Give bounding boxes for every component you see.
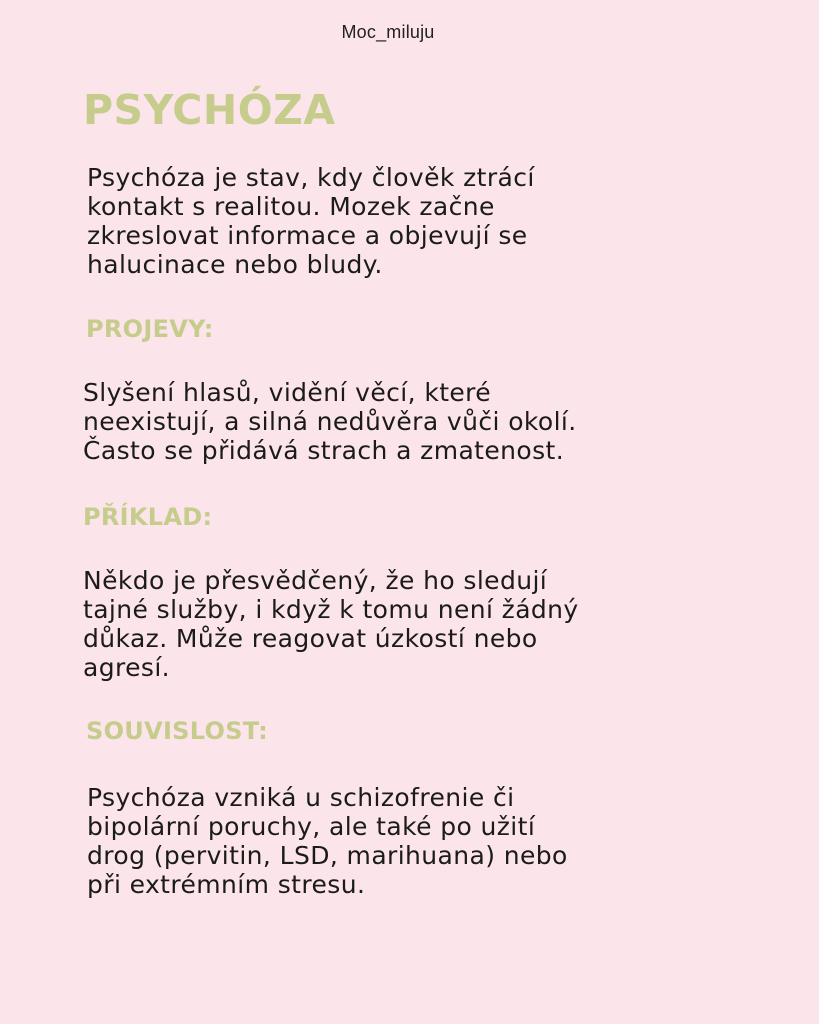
paragraph-line: tajné služby, i když k tomu není žádný: [83, 595, 579, 624]
section-heading-priklad: PŘÍKLAD:: [83, 503, 213, 531]
section-paragraph-projevy: [83, 378, 723, 465]
account-username[interactable]: Moc_miluju: [341, 22, 435, 42]
section-paragraph-priklad: [83, 566, 723, 682]
section-paragraph-souvislost: [87, 783, 727, 899]
intro-line: zkreslovat informace a objevují se: [87, 221, 528, 250]
page-title: PSYCHÓZA: [83, 86, 336, 134]
paragraph-line: drog (pervitin, LSD, marihuana) nebo: [87, 841, 568, 870]
paragraph-line: neexistují, a silná nedůvěra vůči okolí.: [83, 407, 577, 436]
intro-paragraph: [87, 163, 727, 279]
intro-line: Psychóza je stav, kdy člověk ztrácí: [87, 163, 535, 192]
section-heading-projevy: PROJEVY:: [86, 315, 214, 343]
section-heading-souvislost: SOUVISLOST:: [86, 717, 269, 745]
paragraph-line: Někdo je přesvědčený, že ho sledují: [83, 566, 548, 595]
intro-line: kontakt s realitou. Mozek začne: [87, 192, 495, 221]
paragraph-line: Často se přidává strach a zmatenost.: [83, 436, 565, 465]
paragraph-line: důkaz. Může reagovat úzkostí nebo: [83, 624, 538, 653]
paragraph-line: bipolární poruchy, ale také po užití: [87, 812, 536, 841]
intro-line: halucinace nebo bludy.: [87, 250, 383, 279]
paragraph-line: agresí.: [83, 653, 171, 682]
paragraph-line: Slyšení hlasů, vidění věcí, které: [83, 378, 492, 407]
paragraph-line: Psychóza vzniká u schizofrenie či: [87, 783, 515, 812]
paragraph-line: při extrémním stresu.: [87, 870, 366, 899]
